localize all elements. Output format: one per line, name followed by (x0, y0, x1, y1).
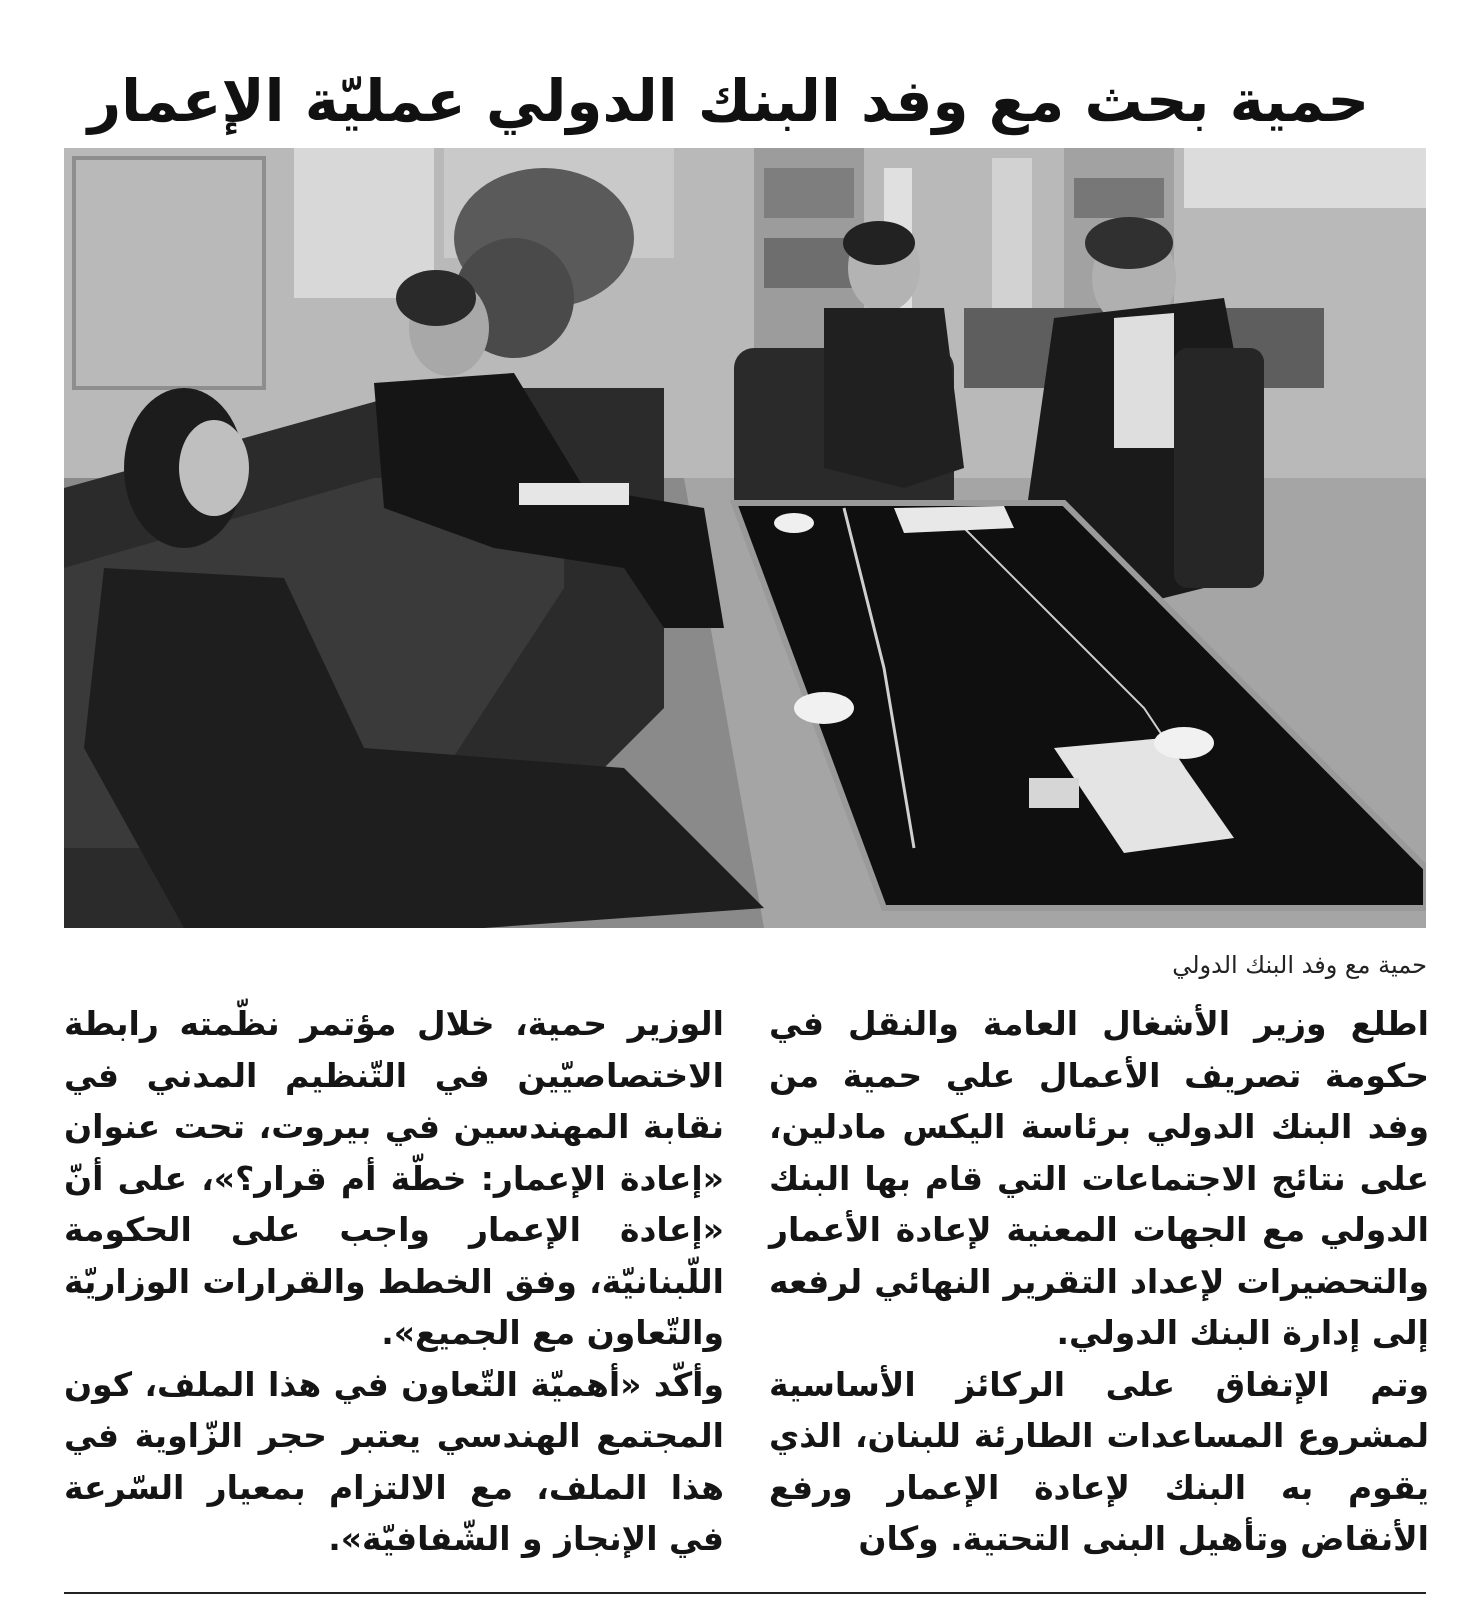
right-column-paragraph-1: اطلع وزير الأشغال العامة والنقل في حكومة تصريف الأعمال علي حمية من وفد البنك الدولي برئاسة اليكس مادلين، على نتائج الاجتماعات التي قام بها البنك الدولي مع الجهات المعنية لإعادة الأعمار والتحضيرات لإعداد التقرير النهائي لرفعه إلى إدارة البنك الدولي. (769, 1004, 1429, 1352)
right-column-paragraph-2: وتم الإتفاق على الركائز الأساسية لمشروع المساعدات الطارئة للبنان، الذي يقوم به البنك لإعادة الإعمار ورفع الأنقاض وتأهيل البنى التحتية. وكان (769, 1364, 1429, 1558)
left-column-paragraph-2: وأكّد «أهميّة التّعاون في هذا الملف، كون المجتمع الهندسي يعتبر حجر الزّاوية في هذا الملف، مع الالتزام بمعيار السّرعة في الإنجاز و الشّفافيّة». (64, 1364, 724, 1558)
meeting-photo-illustration (64, 148, 1426, 928)
photo-caption: حمية مع وفد البنك الدولي (1172, 951, 1427, 979)
article-headline: حمية بحث مع وفد البنك الدولي عمليّة الإعمار (87, 66, 1370, 135)
article-column-left (64, 998, 724, 1565)
left-column-paragraph-1: الوزير حمية، خلال مؤتمر نظّمته رابطة الاختصاصيّين في التّنظيم المدني في نقابة المهندسين في بيروت، تحت عنوان «إعادة الإعمار: خطّة أم قرار؟»، على أنّ «إعادة الإعمار واجب على الحكومة اللّبنانيّة، وفق الخطط والقرارات الوزاريّة والتّعاون مع الجميع». (64, 1004, 724, 1352)
bottom-rule (64, 1592, 1426, 1594)
article-photo (64, 148, 1426, 928)
article-column-right (769, 998, 1429, 1565)
